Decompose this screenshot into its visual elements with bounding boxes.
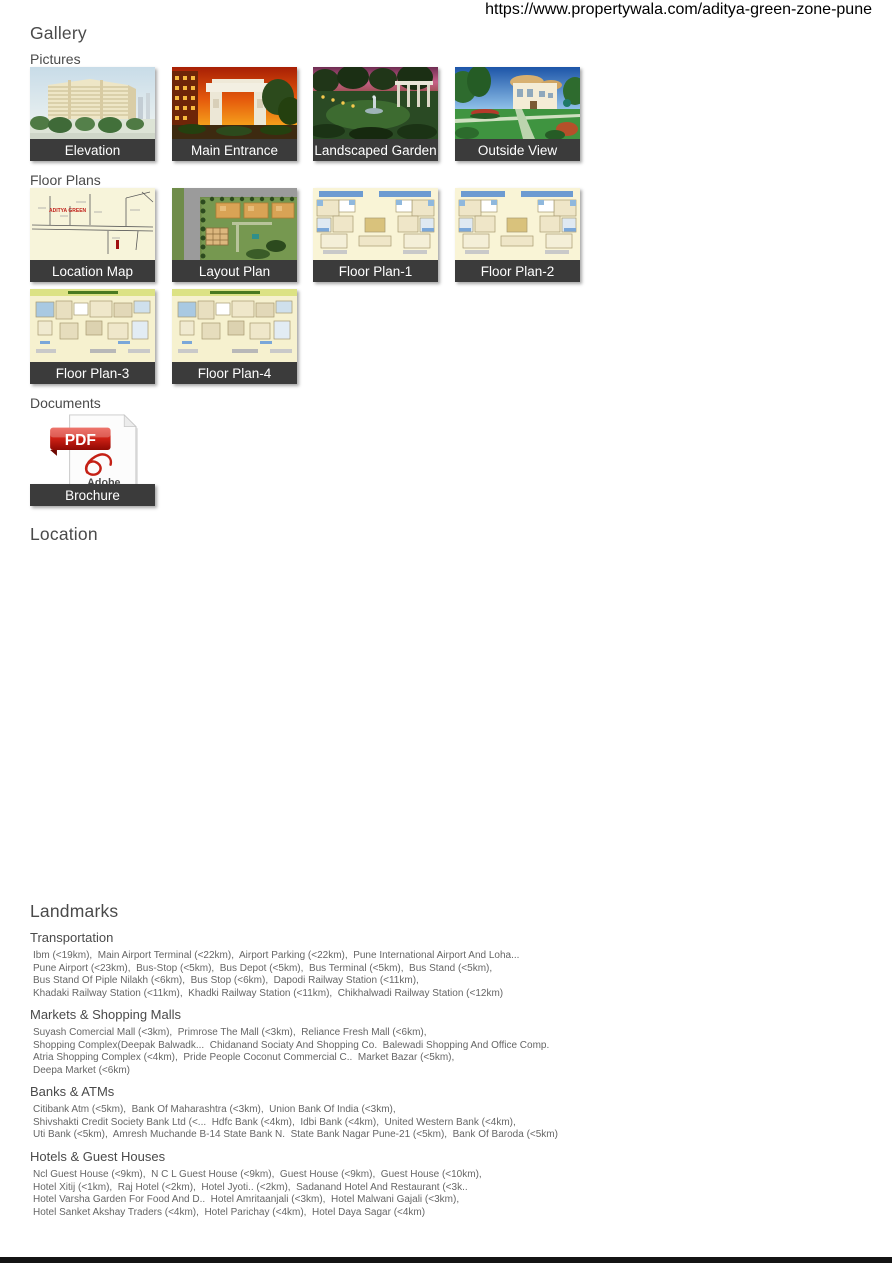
landmark-line: Suyash Comercial Mall (<3km), Primrose The Mall (<3km), Reliance Fresh Mall (<6km), (33, 1027, 427, 1038)
landmark-line: Uti Bank (<5km), Amresh Muchande B-14 State Bank N. State Bank Nagar Pune-21 (<5km), Bank Of Baroda (<5km) (33, 1129, 558, 1140)
floor-plan-3-image (30, 289, 155, 362)
picture-thumb-main-entrance[interactable] (172, 67, 297, 161)
location-map-image (30, 188, 155, 260)
bottom-border (0, 1257, 892, 1263)
page-url: https://www.propertywala.com/aditya-green-zone-pune (485, 1, 872, 18)
documents-heading: Documents (30, 395, 101, 411)
landmark-line: Citibank Atm (<5km), Bank Of Maharashtra (<3km), Union Bank Of India (<3km), (33, 1104, 396, 1115)
brochure-caption[interactable]: Brochure (30, 484, 155, 506)
pictures-heading: Pictures (30, 51, 81, 67)
thumbnail-caption: Floor Plan-2 (455, 260, 580, 282)
floorplan-thumb-1[interactable] (313, 188, 438, 282)
location-map-area (30, 555, 860, 885)
picture-thumb-elevation[interactable] (30, 67, 155, 161)
pdf-file-icon (47, 412, 141, 490)
thumbnail-caption: Layout Plan (172, 260, 297, 282)
floor-plan-2-image (455, 188, 580, 260)
layout-plan-image (172, 188, 297, 260)
thumbnail-caption: Elevation (30, 139, 155, 161)
thumbnail-caption: Landscaped Garden (313, 139, 438, 161)
thumbnail-caption: Outside View (455, 139, 580, 161)
gallery-heading: Gallery (30, 23, 87, 43)
thumbnail-caption: Main Entrance (172, 139, 297, 161)
landmark-group-hotels (30, 1149, 630, 1219)
landmark-line: Ncl Guest House (<9km), N C L Guest House (<9km), Guest House (<9km), Guest House (<10km), (33, 1169, 482, 1180)
brochure-document[interactable] (47, 412, 141, 490)
landmark-line: Hotel Varsha Garden For Food And D.. Hotel Amritaanjali (<3km), Hotel Malwani Gajali (<3km), (33, 1194, 460, 1205)
picture-thumb-landscaped-garden[interactable] (313, 67, 438, 161)
landmark-line: Hotel Xitij (<1km), Raj Hotel (<2km), Hotel Jyoti.. (<2km), Sadanand Hotel And Restaurant (<3k.. (33, 1181, 468, 1193)
landmark-line: Deepa Market (<6km) (33, 1064, 130, 1076)
landmark-group-title: Transportation (30, 930, 114, 945)
landmark-line: Shopping Complex(Deepak Balwadk... Chidanand Sociaty And Shopping Co. Balewadi Shopping And Office Comp. (33, 1039, 550, 1051)
landmark-line: Hotel Sanket Akshay Traders (<4km), Hotel Parichay (<4km), Hotel Daya Sagar (<4km) (33, 1206, 426, 1218)
landmarks-heading: Landmarks (30, 901, 119, 921)
floorplan-thumb-layout-plan[interactable] (172, 188, 297, 282)
landmark-group-markets (30, 1007, 630, 1077)
main-entrance-image (172, 67, 297, 139)
thumbnail-caption: Floor Plan-1 (313, 260, 438, 282)
landmark-line: Khadaki Railway Station (<11km), Khadki Railway Station (<11km), Chikhalwadi Railway Station (<12km) (33, 987, 504, 999)
pdf-badge-label: PDF (64, 432, 96, 450)
thumbnail-caption: Location Map (30, 260, 155, 282)
floor-plan-4-image (172, 289, 297, 362)
floorplan-thumb-2[interactable] (455, 188, 580, 282)
floorplan-thumb-3[interactable] (30, 289, 155, 384)
landmark-line: Shivshakti Credit Society Bank Ltd (<... Hdfc Bank (<4km), Idbi Bank (<4km), United Western Bank (<4km), (33, 1116, 516, 1128)
floor-plan-1-image (313, 188, 438, 260)
landmark-line: Atria Shopping Complex (<4km), Pride People Coconut Commercial C.. Market Bazar (<5km), (33, 1052, 455, 1063)
thumbnail-caption: Floor Plan-3 (30, 362, 155, 384)
map-project-label: ADITYA GREEN (49, 208, 87, 214)
floor-plans-heading: Floor Plans (30, 172, 101, 188)
landmark-group-banks (30, 1084, 630, 1142)
landmark-group-title: Banks & ATMs (30, 1084, 115, 1099)
landmark-group-title: Markets & Shopping Malls (30, 1007, 182, 1022)
landmark-group-transportation (30, 930, 630, 1000)
landscaped-garden-image (313, 67, 438, 139)
landmark-line: Bus Stand Of Piple Nilakh (<6km), Bus Stop (<6km), Dapodi Railway Station (<11km), (33, 975, 419, 986)
landmark-group-title: Hotels & Guest Houses (30, 1149, 166, 1164)
location-heading: Location (30, 524, 98, 544)
thumbnail-caption: Floor Plan-4 (172, 362, 297, 384)
landmark-line: Ibm (<19km), Main Airport Terminal (<22km), Airport Parking (<22km), Pune International Airport And Loha... (33, 950, 520, 961)
floorplan-thumb-4[interactable] (172, 289, 297, 384)
landmark-line: Pune Airport (<23km), Bus-Stop (<5km), Bus Depot (<5km), Bus Terminal (<5km), Bus Stand (<5km), (33, 962, 493, 974)
outside-view-image (455, 67, 580, 139)
floorplan-thumb-location-map[interactable] (30, 188, 155, 282)
picture-thumb-outside-view[interactable] (455, 67, 580, 161)
elevation-image (30, 67, 155, 139)
